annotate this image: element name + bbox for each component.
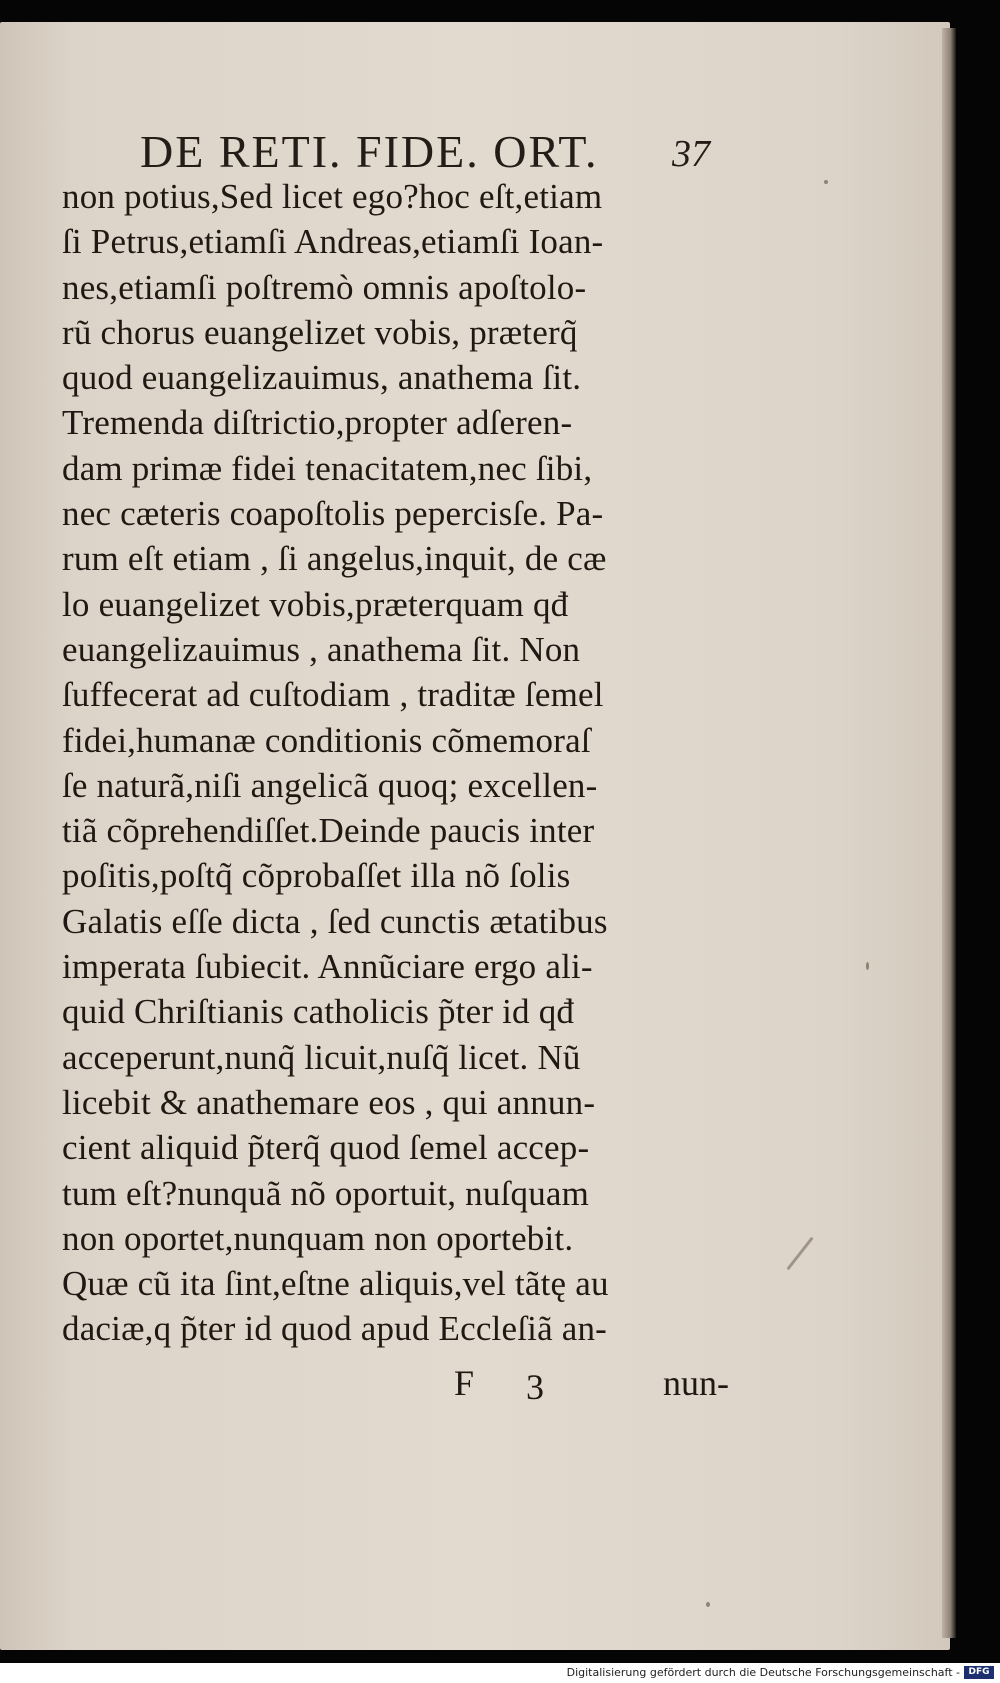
text-line: fidei,humanæ conditionis cõmemoraſ xyxy=(62,720,591,760)
body-text xyxy=(62,174,742,1352)
text-line: dam primæ fidei tenacitatem,nec ſibi, xyxy=(62,448,593,488)
paper-speck xyxy=(706,1602,710,1607)
text-line: quod euangelizauimus, anathema ſit. xyxy=(62,358,582,398)
text-line: nec cæteris coapoſtolis pepercisſe. Pa- xyxy=(62,494,604,534)
text-line: quid Chriſtianis catholicis p̃ter id qđ xyxy=(62,992,575,1032)
paper-scratch xyxy=(787,1237,814,1270)
text-line: Quæ cũ ita ſint,eſtne aliquis,vel tãtę au xyxy=(62,1264,609,1304)
text-line: nes,etiamſi poſtremò omnis apoſtolo- xyxy=(62,267,587,307)
text-line: lo euangelizet vobis,præterquam qđ xyxy=(62,584,569,624)
text-line: daciæ,q p̃ter id quod apud Eccleſiã an- xyxy=(62,1309,608,1349)
text-line: non oportet,nunquam non oportebit. xyxy=(62,1218,574,1258)
text-line: acceperunt,nunq̃ licuit,nuſq̃ licet. Nũ xyxy=(62,1037,581,1077)
text-line: tiã cõprehendiſſet.Deinde paucis inter xyxy=(62,811,595,851)
running-title: DE RETI. FIDE. ORT. xyxy=(140,126,599,177)
footer-bar xyxy=(0,1663,1000,1683)
book-page xyxy=(0,22,950,1650)
text-line: euangelizauimus , anathema ſit. Non xyxy=(62,629,581,669)
text-line: poſitis,poſtq̃ cõprobaſſet illa nõ ſolis xyxy=(62,856,571,896)
text-line: ſe naturã,niſi angelicã quoq; excellen- xyxy=(62,765,598,805)
footer-credit: Digitalisierung gefördert durch die Deutsche Forschungsgemeinschaft - xyxy=(566,1666,960,1679)
signature-line xyxy=(454,1358,729,1408)
page-edge xyxy=(942,28,956,1638)
text-line: rum eſt etiam , ſi angelus,inquit, de cæ xyxy=(62,539,607,579)
catchword: nun- xyxy=(663,1363,729,1403)
text-line: Tremenda diſtrictio,propter adſeren- xyxy=(62,403,573,443)
text-line: non potius,Sed licet ego?hoc eſt,etiam xyxy=(62,177,603,216)
text-line: ſi Petrus,etiamſi Andreas,etiamſi Ioan- xyxy=(62,222,604,262)
text-line: Galatis eſſe dicta , ſed cunctis ætatibus xyxy=(62,901,608,941)
signature-number: 3 xyxy=(526,1367,544,1407)
signature-mark: F xyxy=(454,1363,475,1403)
paper-speck xyxy=(866,962,869,970)
page-header xyxy=(140,122,710,182)
dfg-logo: DFG xyxy=(964,1666,994,1679)
text-line: cient aliquid p̃terq̃ quod ſemel accep- xyxy=(62,1128,590,1168)
text-line: tum eſt?nunquã nõ oportuit, nuſquam xyxy=(62,1173,590,1213)
paper-speck xyxy=(824,180,828,184)
page-number: 37 xyxy=(672,133,710,175)
text-line: imperata ſubiecit. Annũciare ergo ali- xyxy=(62,947,593,987)
text-line: rũ chorus euangelizet vobis, præterq̃ xyxy=(62,312,578,352)
text-line: ſuffecerat ad cuſtodiam , traditæ ſemel xyxy=(62,675,604,715)
text-line: licebit & anathemare eos , qui annun- xyxy=(62,1082,596,1122)
